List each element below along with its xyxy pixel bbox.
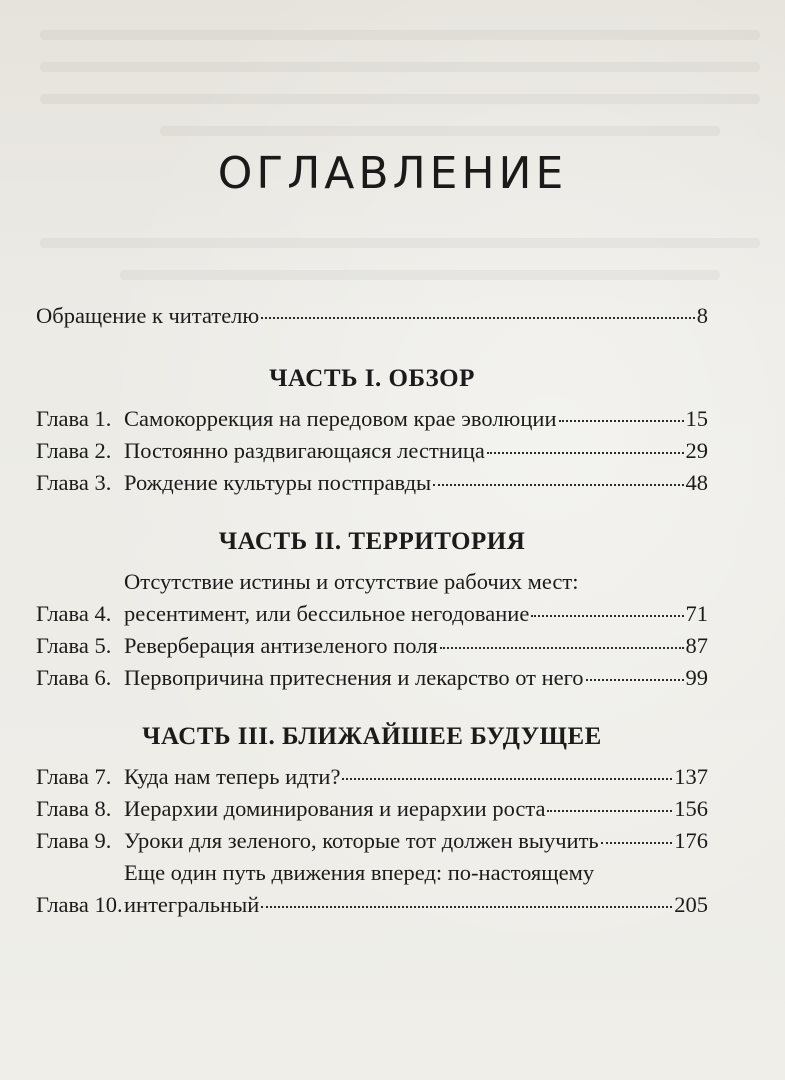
dot-leader xyxy=(261,906,672,908)
chapter-label: Глава 9. xyxy=(36,828,112,853)
chapter-label: Глава 4. xyxy=(36,601,112,626)
chapter-page-number: 87 xyxy=(685,633,708,658)
chapter-title: Рождение культуры постправды xyxy=(124,470,432,495)
dot-leader xyxy=(559,420,684,422)
chapter-page-number: 99 xyxy=(685,665,708,690)
show-through xyxy=(160,126,720,136)
chapter-label: Глава 8. xyxy=(36,796,112,821)
chapter-title: Отсутствие истины и отсутствие рабочих мест: xyxy=(124,569,579,594)
chapter-title: Постоянно раздвигающаяся лестница xyxy=(124,438,485,463)
toc-entry-chapter-7[interactable] xyxy=(36,761,708,793)
show-through xyxy=(40,30,760,40)
show-through xyxy=(40,62,760,72)
dot-leader xyxy=(261,317,695,319)
chapter-title: Самокоррекция на передовом крае эволюции xyxy=(124,406,557,431)
chapter-title: Уроки для зеленого, которые тот должен выучить xyxy=(124,828,599,853)
toc-entry-chapter-10[interactable] xyxy=(36,857,708,921)
chapter-title: Первопричина притеснения и лекарство от него xyxy=(124,665,584,690)
chapter-page-number: 176 xyxy=(674,828,708,853)
chapter-label: Глава 1. xyxy=(36,406,112,431)
toc-entry-chapter-5[interactable] xyxy=(36,630,708,662)
dot-leader xyxy=(601,842,673,844)
dot-leader xyxy=(531,615,683,617)
part-heading: ЧАСТЬ II. ТЕРРИТОРИЯ xyxy=(218,528,526,555)
toc-entry-chapter-8[interactable] xyxy=(36,793,708,825)
chapter-title-continued: ресентимент, или бессильное негодование xyxy=(124,601,530,626)
show-through xyxy=(40,238,760,248)
chapter-page-number: 205 xyxy=(674,892,708,917)
dot-leader xyxy=(586,679,684,681)
chapter-title-continued: интегральный xyxy=(124,892,260,917)
chapter-page-number: 137 xyxy=(674,764,708,789)
page-title: ОГЛАВЛЕНИЕ xyxy=(217,148,568,199)
dot-leader xyxy=(342,778,672,780)
chapter-title: Иерархии доминирования и иерархии роста xyxy=(124,796,546,821)
toc-entry-chapter-1[interactable] xyxy=(36,403,708,435)
chapter-label: Глава 3. xyxy=(36,470,112,495)
table-of-contents xyxy=(36,300,708,921)
chapter-label: Глава 5. xyxy=(36,633,112,658)
chapter-page-number: 48 xyxy=(685,470,708,495)
part-heading: ЧАСТЬ I. ОБЗОР xyxy=(269,365,475,392)
chapter-page-number: 156 xyxy=(674,796,708,821)
chapter-label: Глава 6. xyxy=(36,665,112,690)
toc-entry-chapter-6[interactable] xyxy=(36,662,708,694)
chapter-label: Глава 10. xyxy=(36,892,123,917)
toc-entry-chapter-9[interactable] xyxy=(36,825,708,857)
dot-leader xyxy=(440,647,684,649)
chapter-title: Еще один путь движения вперед: по-настоящему xyxy=(124,860,595,885)
chapter-page-number: 71 xyxy=(685,601,708,626)
chapter-title: Куда нам теперь идти? xyxy=(124,764,341,789)
toc-entry-chapter-4[interactable] xyxy=(36,566,708,630)
show-through xyxy=(40,94,760,104)
dot-leader xyxy=(433,484,683,486)
toc-entry-intro[interactable] xyxy=(36,300,708,332)
part-heading: ЧАСТЬ III. БЛИЖАЙШЕЕ БУДУЩЕЕ xyxy=(142,723,602,750)
show-through xyxy=(120,270,720,280)
chapter-label: Глава 2. xyxy=(36,438,112,463)
toc-entry-chapter-3[interactable] xyxy=(36,467,708,499)
chapter-title: Реверберация антизеленого поля xyxy=(124,633,438,658)
dot-leader xyxy=(547,810,672,812)
toc-entry-chapter-2[interactable] xyxy=(36,435,708,467)
chapter-page-number: 29 xyxy=(685,438,708,463)
chapter-label: Глава 7. xyxy=(36,764,112,789)
chapter-page-number: 15 xyxy=(685,406,708,431)
entry-title: Обращение к читателю xyxy=(36,303,260,328)
dot-leader xyxy=(487,452,684,454)
entry-page-number: 8 xyxy=(696,303,708,328)
